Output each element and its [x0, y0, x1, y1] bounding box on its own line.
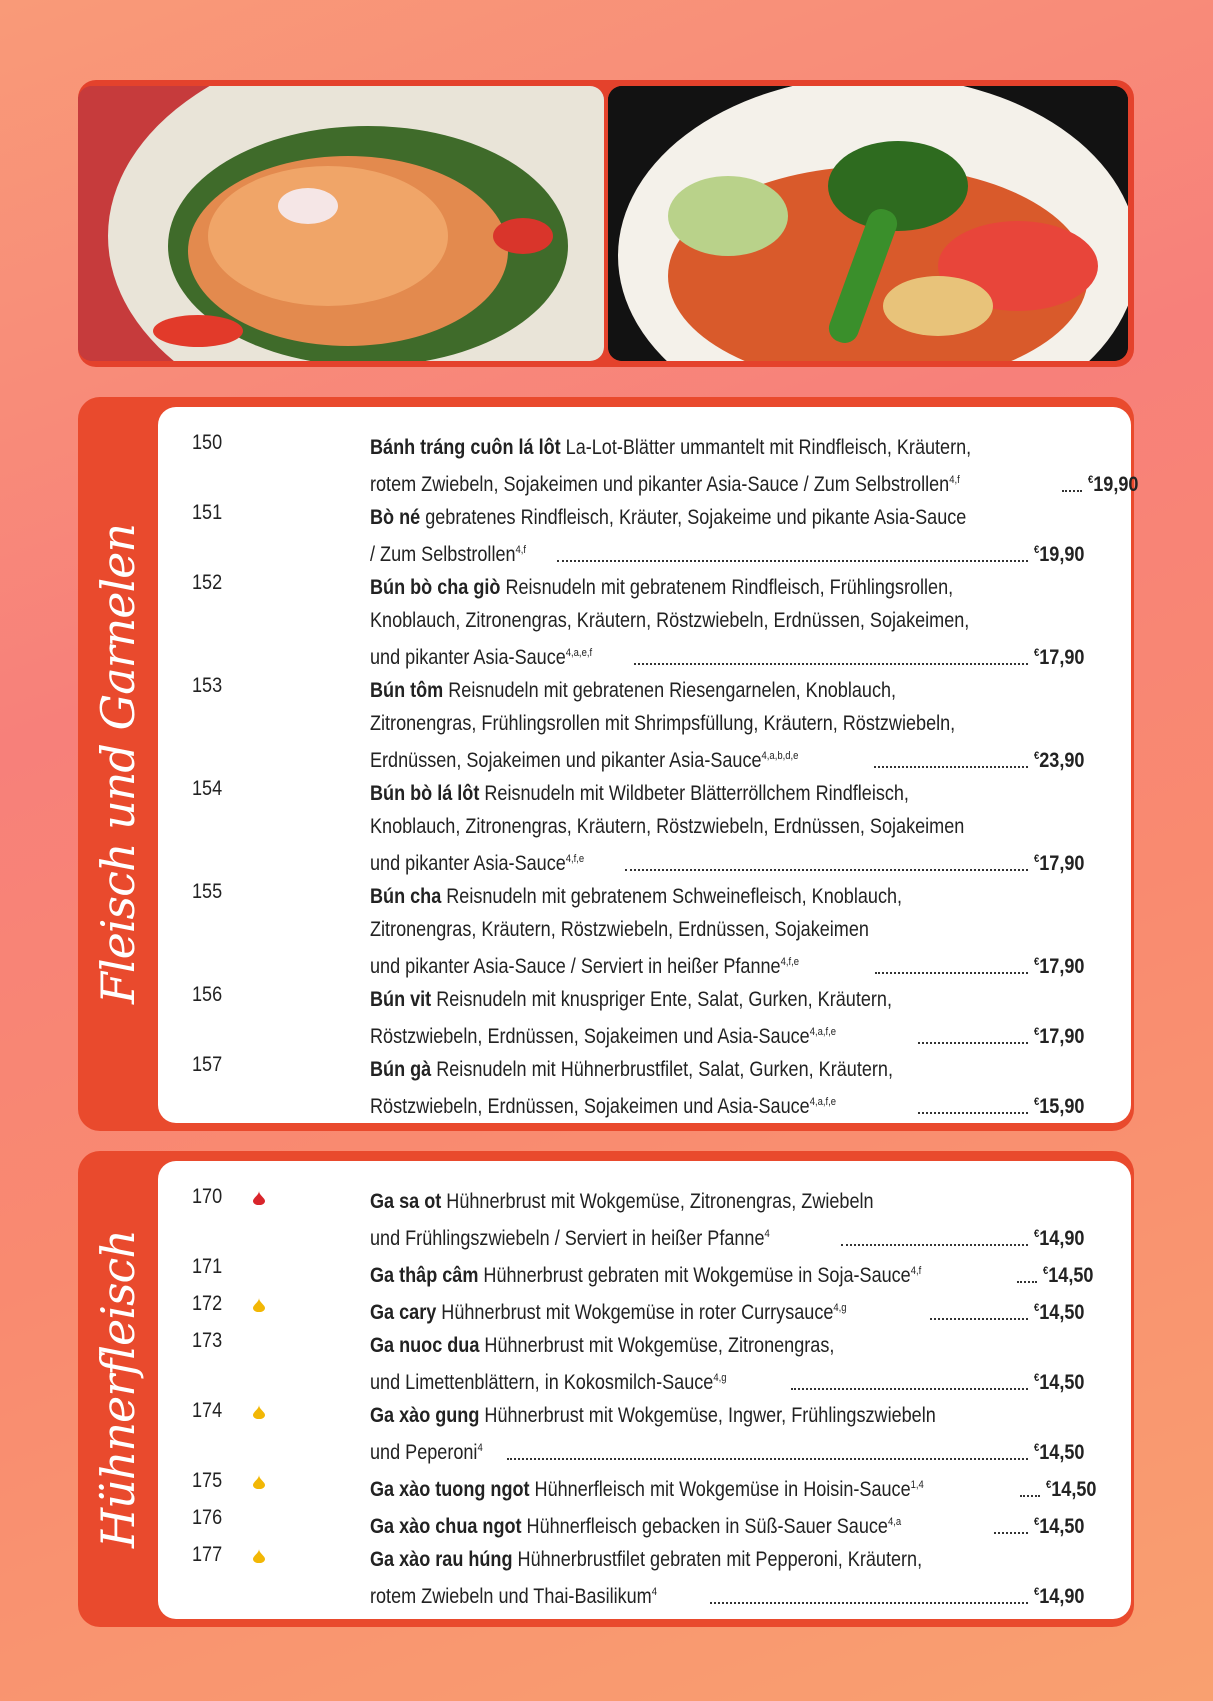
allergen-codes: 4,a — [887, 1516, 902, 1528]
currency-symbol: € — [1034, 853, 1040, 865]
currency-symbol: € — [1034, 1442, 1040, 1454]
item-price: €14,50 — [1034, 1301, 1085, 1324]
item-description — [370, 1399, 1093, 1469]
leader-dots — [710, 1576, 1029, 1604]
menu-item — [158, 1506, 1131, 1543]
item-name: Bún gà — [370, 1058, 432, 1081]
item-price: €14,50 — [1034, 1441, 1085, 1464]
menu-card-chicken — [158, 1161, 1131, 1619]
currency-symbol: € — [1034, 1228, 1040, 1240]
allergen-codes: 4 — [651, 1586, 657, 1598]
description-line: und pikanter Asia-Sauce$^{4,a,e,f}$ €17,90 — [370, 637, 1093, 674]
photo-header — [78, 80, 1134, 367]
section-meat-shrimp — [78, 397, 1139, 1131]
item-description — [370, 1292, 1093, 1329]
menu-item — [158, 1292, 1131, 1329]
item-name: Bánh tráng cuôn lá lôt — [370, 436, 561, 459]
menu-item — [158, 674, 1131, 777]
description-line: Röstzwiebeln, Erdnüssen, Sojakeimen und Asia-Sauce$^{4,a,f,e}$ €15,90 — [370, 1086, 1093, 1123]
leader-dots — [507, 1432, 1028, 1460]
item-number: 152 — [192, 571, 223, 594]
leader-dots — [1020, 1469, 1040, 1497]
allergen-codes: 4,g — [833, 1302, 847, 1314]
item-number: 172 — [192, 1292, 223, 1315]
description-line: Ga xào tuong ngot Hühnerfleisch mit Wokgemüse in Hoisin-Sauce$^{1,4}$ €14,50 — [370, 1469, 1093, 1506]
item-number: 156 — [192, 983, 223, 1006]
grilled-chicken-salad-photo — [78, 86, 604, 361]
currency-symbol: € — [1087, 474, 1094, 486]
allergen-codes: 4,f,e — [780, 956, 800, 968]
leader-dots — [634, 637, 1028, 665]
item-price: €19,90 — [1034, 543, 1085, 566]
item-description — [370, 1185, 1093, 1255]
chili-drop-red-icon — [253, 1191, 265, 1205]
description-line: Bún gà Reisnudeln mit Hühnerbrustfilet, Salat, Gurken, Kräutern, — [370, 1058, 893, 1081]
description-line: Ga cary Hühnerbrust mit Wokgemüse in roter Currysauce$^{4,g}$ €14,50 — [370, 1292, 1093, 1329]
menu-item — [158, 1185, 1131, 1255]
menu-item — [158, 1329, 1131, 1399]
leader-dots — [791, 1362, 1029, 1390]
allergen-codes: 4,a,f,e — [809, 1096, 837, 1108]
description-line: Ga nuoc dua Hühnerbrust mit Wokgemüse, Zitronengras, — [370, 1334, 835, 1357]
leader-dots — [930, 1292, 1028, 1320]
currency-symbol: € — [1034, 544, 1040, 556]
currency-symbol: € — [1043, 1265, 1049, 1277]
chicken-stir-fry-photo — [608, 86, 1128, 361]
item-name: Bún bò lá lôt — [370, 782, 480, 805]
item-name: Bò né — [370, 506, 421, 529]
item-price: €23,90 — [1034, 749, 1085, 772]
leader-dots — [1062, 464, 1082, 492]
description-line: Zitronengras, Kräutern, Röstzwiebeln, Erdnüssen, Sojakeimen — [370, 918, 869, 941]
item-description — [370, 880, 1093, 983]
description-line: und pikanter Asia-Sauce$^{4,f,e}$ €17,90 — [370, 843, 1093, 880]
currency-symbol: € — [1034, 1586, 1040, 1598]
item-description — [370, 1053, 1093, 1123]
chili-drop-yellow-icon — [253, 1549, 265, 1563]
chili-drop-yellow-icon — [253, 1475, 265, 1489]
item-name: Ga nuoc dua — [370, 1334, 480, 1357]
item-name: Ga sa ot — [370, 1190, 442, 1213]
menu-item — [158, 431, 1139, 501]
description-line: Ga xào chua ngot Hühnerfleisch gebacken in Süß-Sauer Sauce$^{4,a}$ €14,50 — [370, 1506, 1093, 1543]
item-number: 173 — [192, 1329, 223, 1352]
chili-drop-yellow-icon — [253, 1405, 265, 1419]
allergen-codes: 4,f,e — [565, 853, 585, 865]
currency-symbol: € — [1034, 750, 1040, 762]
description-line: und Limettenblättern, in Kokosmilch-Sauce$^{4,g}$ €14,50 — [370, 1362, 1093, 1399]
item-number: 171 — [192, 1255, 223, 1278]
leader-dots — [874, 740, 1028, 768]
description-line: Knoblauch, Zitronengras, Kräutern, Röstzwiebeln, Erdnüssen, Sojakeimen — [370, 815, 965, 838]
item-name: Ga xào gung — [370, 1404, 480, 1427]
description-line: Bún tôm Reisnudeln mit gebratenen Riesengarnelen, Knoblauch, — [370, 679, 897, 702]
menu-card-meat — [158, 407, 1139, 1123]
item-price: €17,90 — [1034, 646, 1085, 669]
chili-drop-yellow-icon — [253, 1298, 265, 1312]
item-name: Ga xào tuong ngot — [370, 1478, 530, 1501]
menu-item — [158, 1255, 1131, 1292]
menu-item — [158, 777, 1131, 880]
item-number: 155 — [192, 880, 223, 903]
leader-dots — [918, 1086, 1028, 1114]
item-description — [370, 1543, 1093, 1613]
menu-item — [158, 1053, 1131, 1123]
item-price: €17,90 — [1034, 1025, 1085, 1048]
leader-dots — [994, 1506, 1029, 1534]
item-description — [370, 431, 1139, 501]
allergen-codes: 4,f — [910, 1265, 922, 1277]
leader-dots — [625, 843, 1028, 871]
allergen-codes: 4,f — [515, 544, 527, 556]
item-number: 153 — [192, 674, 223, 697]
item-price: €19,90 — [1087, 473, 1139, 496]
allergen-codes: 1,4 — [910, 1479, 924, 1491]
currency-symbol: € — [1045, 1479, 1052, 1491]
item-description — [370, 1469, 1097, 1506]
description-line: rotem Zwiebeln, Sojakeimen und pikanter Asia-Sauce / Zum Selbstrollen$^{4,f}$ €19,90 — [370, 464, 1093, 501]
item-description — [370, 983, 1093, 1053]
item-price: €14,50 — [1043, 1264, 1094, 1287]
description-line: Ga sa ot Hühnerbrust mit Wokgemüse, Zitronengras, Zwiebeln — [370, 1190, 874, 1213]
description-line: Bún vit Reisnudeln mit knuspriger Ente, Salat, Gurken, Kräutern, — [370, 988, 892, 1011]
item-number: 176 — [192, 1506, 223, 1529]
description-line: Ga xào gung Hühnerbrust mit Wokgemüse, Ingwer, Frühlingszwiebeln — [370, 1404, 936, 1427]
description-line: rotem Zwiebeln und Thai-Basilikum$^4$ €14,90 — [370, 1576, 1093, 1613]
allergen-codes: 4,a,b,d,e — [761, 750, 799, 762]
menu-item — [158, 983, 1131, 1053]
allergen-codes: 4 — [477, 1442, 483, 1454]
leader-dots — [557, 534, 1028, 562]
item-price: €15,90 — [1034, 1095, 1085, 1118]
currency-symbol: € — [1034, 647, 1040, 659]
currency-symbol: € — [1034, 1516, 1040, 1528]
menu-item — [158, 1399, 1131, 1469]
menu-item — [158, 571, 1131, 674]
description-line: und pikanter Asia-Sauce / Serviert in heißer Pfanne$^{4,f,e}$ €17,90 — [370, 946, 1093, 983]
item-number: 175 — [192, 1469, 223, 1492]
description-line: Ga thâp câm Hühnerbrust gebraten mit Wokgemüse in Soja-Sauce$^{4,f}$ €14,50 — [370, 1255, 1093, 1292]
currency-symbol: € — [1034, 1026, 1040, 1038]
allergen-codes: 4,a,e,f — [565, 647, 593, 659]
item-description — [370, 777, 1093, 880]
description-line: / Zum Selbstrollen$^{4,f}$ €19,90 — [370, 534, 1093, 571]
item-name: Ga xào rau húng — [370, 1548, 513, 1571]
description-line: Bò né gebratenes Rindfleisch, Kräuter, Sojakeime und pikante Asia-Sauce — [370, 506, 967, 529]
item-number: 151 — [192, 501, 223, 524]
item-description — [370, 501, 1093, 571]
description-line: Bún bò lá lôt Reisnudeln mit Wildbeter Blätterröllchem Rindfleisch, — [370, 782, 909, 805]
item-number: 177 — [192, 1543, 223, 1566]
item-name: Ga xào chua ngot — [370, 1515, 522, 1538]
allergen-codes: 4,f — [949, 474, 960, 486]
allergen-codes: 4,g — [713, 1372, 727, 1384]
item-price: €17,90 — [1034, 955, 1085, 978]
item-number: 157 — [192, 1053, 223, 1076]
currency-symbol: € — [1034, 1302, 1040, 1314]
description-line: Bánh tráng cuôn lá lôt La-Lot-Blätter ummantelt mit Rindfleisch, Kräutern, — [370, 436, 972, 459]
menu-item — [158, 1543, 1131, 1613]
leader-dots — [1017, 1255, 1037, 1283]
description-line: Bún cha Reisnudeln mit gebratenem Schweinefleisch, Knoblauch, — [370, 885, 903, 908]
currency-symbol: € — [1034, 1372, 1040, 1384]
section-chicken-title: Hühnerfleisch — [91, 1230, 145, 1548]
item-description — [370, 1506, 1093, 1543]
description-line: Röstzwiebeln, Erdnüssen, Sojakeimen und Asia-Sauce$^{4,a,f,e}$ €17,90 — [370, 1016, 1093, 1053]
item-number: 174 — [192, 1399, 223, 1422]
item-name: Ga thâp câm — [370, 1264, 479, 1287]
item-name: Bún cha — [370, 885, 442, 908]
item-name: Bún vit — [370, 988, 432, 1011]
section-meat-title: Fleisch und Garnelen — [91, 523, 146, 1005]
section-chicken — [78, 1151, 1134, 1627]
item-number: 170 — [192, 1185, 223, 1208]
leader-dots — [841, 1218, 1028, 1246]
item-price: €14,90 — [1034, 1585, 1085, 1608]
description-line: Ga xào rau húng Hühnerbrustfilet gebraten mit Pepperoni, Kräutern, — [370, 1548, 923, 1571]
item-description — [370, 571, 1093, 674]
item-price: €14,90 — [1034, 1227, 1085, 1250]
item-number: 154 — [192, 777, 223, 800]
leader-dots — [875, 946, 1028, 974]
description-line: und Frühlingszwiebeln / Serviert in heißer Pfanne$^4$ €14,90 — [370, 1218, 1093, 1255]
menu-item — [158, 880, 1131, 983]
item-name: Bún tôm — [370, 679, 444, 702]
item-name: Bún bò cha giò — [370, 576, 501, 599]
description-line: Zitronengras, Frühlingsrollen mit Shrimpsfüllung, Kräutern, Röstzwiebeln, — [370, 712, 956, 735]
item-name: Ga cary — [370, 1301, 437, 1324]
menu-item — [158, 501, 1131, 571]
description-line: und Peperoni$^4$ €14,50 — [370, 1432, 1093, 1469]
item-number: 150 — [192, 431, 223, 454]
allergen-codes: 4 — [764, 1228, 770, 1240]
allergen-codes: 4,a,f,e — [809, 1026, 837, 1038]
item-price: €17,90 — [1034, 852, 1085, 875]
item-description — [370, 674, 1093, 777]
currency-symbol: € — [1034, 956, 1040, 968]
menu-item — [158, 1469, 1131, 1506]
description-line: Knoblauch, Zitronengras, Kräutern, Röstzwiebeln, Erdnüssen, Sojakeimen, — [370, 609, 970, 632]
description-line: Bún bò cha giò Reisnudeln mit gebratenem Rindfleisch, Frühlingsrollen, — [370, 576, 954, 599]
item-price: €14,50 — [1034, 1371, 1085, 1394]
item-price: €14,50 — [1045, 1478, 1097, 1501]
description-line: Erdnüssen, Sojakeimen und pikanter Asia-Sauce$^{4,a,b,d,e}$ €23,90 — [370, 740, 1093, 777]
currency-symbol: € — [1034, 1096, 1040, 1108]
item-description — [370, 1329, 1093, 1399]
item-description — [370, 1255, 1093, 1292]
leader-dots — [918, 1016, 1028, 1044]
item-price: €14,50 — [1034, 1515, 1085, 1538]
